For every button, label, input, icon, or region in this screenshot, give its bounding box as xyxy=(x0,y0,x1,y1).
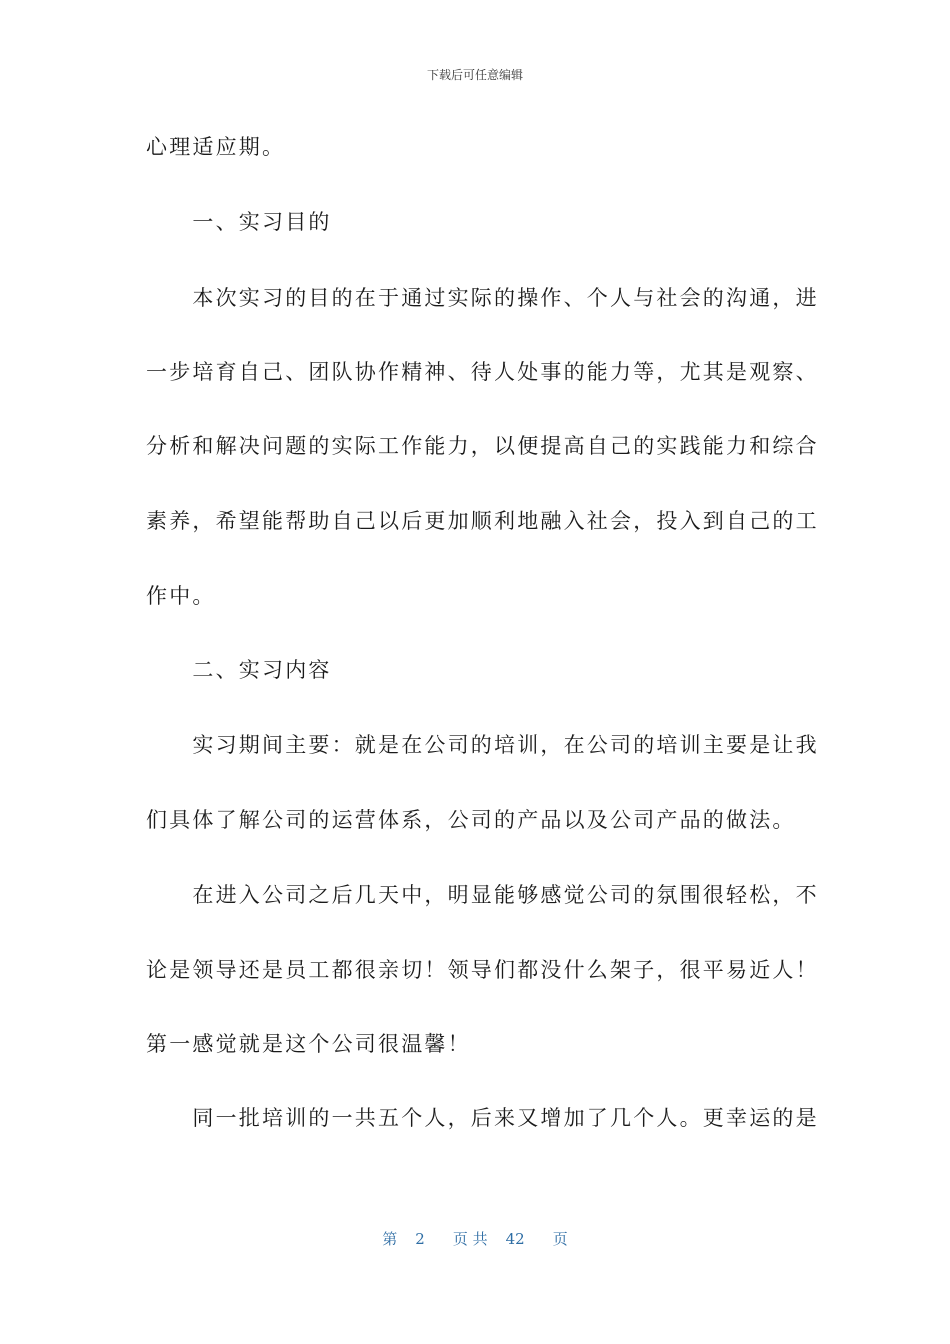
body-line: 作中。 xyxy=(146,584,216,608)
body-line: 分析和解决问题的实际工作能力，以便提高自己的实践能力和综合 xyxy=(146,434,819,458)
section-heading-purpose: 一、实习目的 xyxy=(146,210,332,234)
body-line: 们具体了解公司的运营体系，公司的产品以及公司产品的做法。 xyxy=(146,808,796,832)
page-header-note: 下载后可任意编辑 xyxy=(426,68,523,82)
body-line: 素养，希望能帮助自己以后更加顺利地融入社会，投入到自己的工 xyxy=(146,509,819,533)
page-label-suffix: 页 xyxy=(552,1230,568,1248)
body-line: 本次实习的目的在于通过实际的操作、个人与社会的沟通，进 xyxy=(146,286,819,310)
section-heading-content: 二、实习内容 xyxy=(146,658,332,682)
current-page-number: 2 xyxy=(415,1230,425,1248)
body-line: 同一批培训的一共五个人，后来又增加了几个人。更幸运的是 xyxy=(146,1106,819,1130)
body-line: 实习期间主要：就是在公司的培训，在公司的培训主要是让我 xyxy=(146,733,819,757)
body-line: 心理适应期。 xyxy=(146,135,286,159)
page-footer xyxy=(0,1229,950,1249)
total-pages-number: 42 xyxy=(505,1230,525,1248)
body-line: 第一感觉就是这个公司很温馨！ xyxy=(146,1032,471,1056)
page-label-prefix: 第 xyxy=(382,1230,398,1248)
body-line: 一步培育自己、团队协作精神、待人处事的能力等，尤其是观察、 xyxy=(146,360,819,384)
body-line: 论是领导还是员工都很亲切！领导们都没什么架子，很平易近人！ xyxy=(146,958,819,982)
page-label-mid: 页 共 xyxy=(452,1230,488,1248)
body-line: 在进入公司之后几天中，明显能够感觉公司的氛围很轻松，不 xyxy=(146,883,819,907)
